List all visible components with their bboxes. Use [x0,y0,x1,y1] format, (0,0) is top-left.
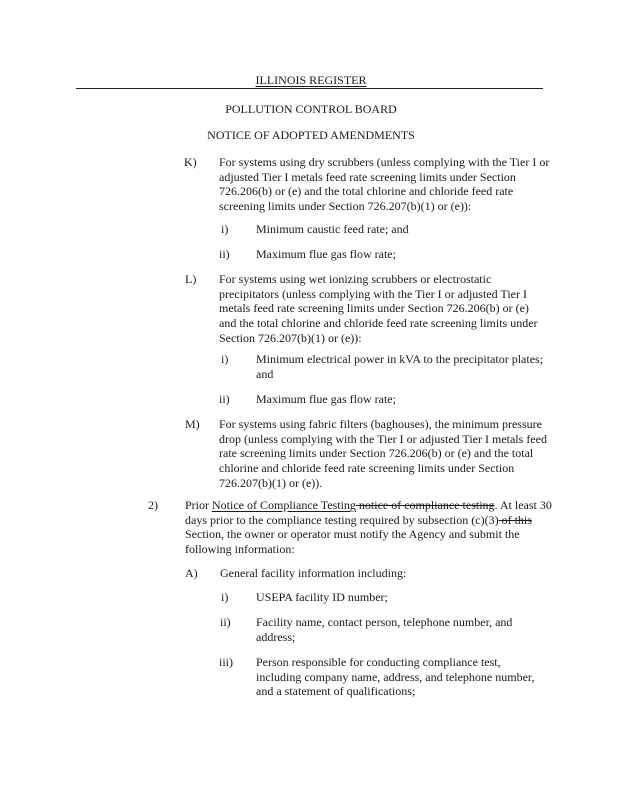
item-a-label: A) [185,566,198,580]
item-m-label: M) [185,417,200,431]
item-m-text: For systems using fabric filters (baghouses), the minimum pressure drop (unless complying with the Tier I or adjusted Tier I metals feed rate screening limits under Section 726.206(b) or (e) and the total chlorine and chloride feed rate screening limits under Section 726.207(b)(1) or (e)). [219,417,547,490]
item-k-i-text: Minimum caustic feed rate; and [256,222,409,236]
item-k-ii-label: ii) [219,247,230,261]
notice-title: NOTICE OF ADOPTED AMENDMENTS [207,128,415,142]
item-l-i-label: i) [221,352,229,366]
item-k-text: For systems using dry scrubbers (unless complying with the Tier I or adjusted Tier I metals feed rate screening limits under Section 726.206(b) or (e) and the total chlorine and chloride feed rate screening limits under Section 726.207(b)(1) or (e)): [219,155,550,214]
board-name: POLLUTION CONTROL BOARD [225,102,397,116]
item-a-ii-label: ii) [220,615,231,629]
item-k-label: K) [184,155,197,169]
item-a-text: General facility information including: [220,566,407,580]
header-rule [76,88,543,89]
item-2-prefix: Prior [185,498,212,512]
item-l-ii-text: Maximum flue gas flow rate; [256,392,396,406]
item-a-iii-label: iii) [219,655,233,669]
item-l-i-text: Minimum electrical power in kVA to the precipitator plates; and [256,352,544,381]
item-2-text [185,498,555,557]
item-a-iii-text: Person responsible for conducting compliance test, including company name, address, and telephone number, and a statement of qualifications; [256,655,535,699]
item-l-label: L) [185,272,197,286]
item-a-i-label: i) [221,590,229,604]
register-title: ILLINOIS REGISTER [255,73,367,87]
item-2-suffix: Section, the owner or operator must notify the Agency and submit the following information: [185,527,520,557]
item-k-i-label: i) [221,222,229,236]
item-k-ii-text: Maximum flue gas flow rate; [256,247,396,261]
item-a-ii-text: Facility name, contact person, telephone number, and address; [256,615,513,644]
item-l-text: For systems using wet ionizing scrubbers or electrostatic precipitators (unless complying with the Tier I or adjusted Tier I metals feed rate screening limits under Section 726.206(b) or (e) and the total chlorine and chloride feed rate screening limits under Section 726.207(b)(1) or (e)): [219,272,538,345]
item-2-label: 2) [148,498,158,512]
item-2-deleted: notice of compliance testing [355,498,495,512]
item-2-deleted2: of this [498,512,532,527]
item-a-i-text: USEPA facility ID number; [256,590,388,604]
item-l-ii-label: ii) [219,392,230,406]
item-2-inserted: Notice of Compliance Testing [212,498,356,512]
item-2-middle: . At least 30 days prior to the compliance testing required by subsection (c)(3) [185,498,552,527]
